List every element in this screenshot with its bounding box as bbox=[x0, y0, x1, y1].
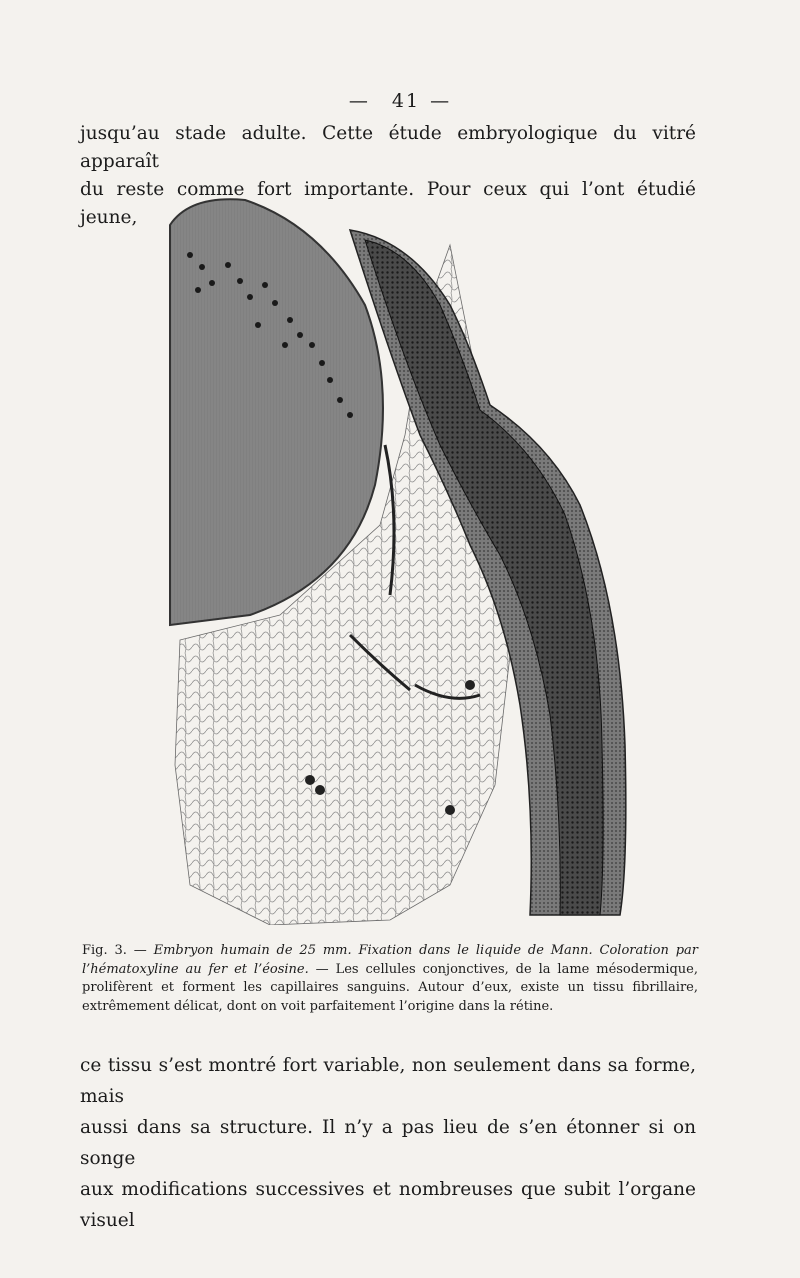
text-line: ce tissu s’est montré fort variable, non seulement dans sa forme, mais bbox=[80, 1055, 696, 1107]
bottom-paragraph bbox=[80, 1050, 696, 1236]
histology-figure bbox=[150, 185, 650, 925]
text-line: aux modifications successives et nombreuses que subit l’organe visuel bbox=[80, 1179, 696, 1231]
embryo-section-illustration bbox=[150, 185, 650, 925]
page-number: — 41 — bbox=[348, 90, 452, 112]
text-line: du reste comme fort importante. Pour ceux qui l’ont étudié jeune, bbox=[80, 179, 696, 228]
text-line: aussi dans sa structure. Il n’y a pas lieu de s’en étonner si on songe bbox=[80, 1117, 696, 1169]
text-line: jusqu’au stade adulte. Cette étude embryologique du vitré apparaît bbox=[80, 123, 696, 172]
caption-label: Fig. 3. bbox=[82, 943, 127, 958]
caption-title: — Embryon humain de 25 mm. Fixation dans le liquide de Mann. Coloration par l’hématoxyline au fer et l’éosine. bbox=[82, 943, 698, 977]
figure-caption bbox=[82, 942, 698, 1016]
caption-description: — Les cellules conjonctives, de la lame mésodermique, prolifèrent et forment les capillaires sanguins. Autour d’eux, existe un tissu fibrillaire, extrêmement délicat, dont on voit parfaitement l’origine dans la rétine. bbox=[82, 961, 698, 1014]
